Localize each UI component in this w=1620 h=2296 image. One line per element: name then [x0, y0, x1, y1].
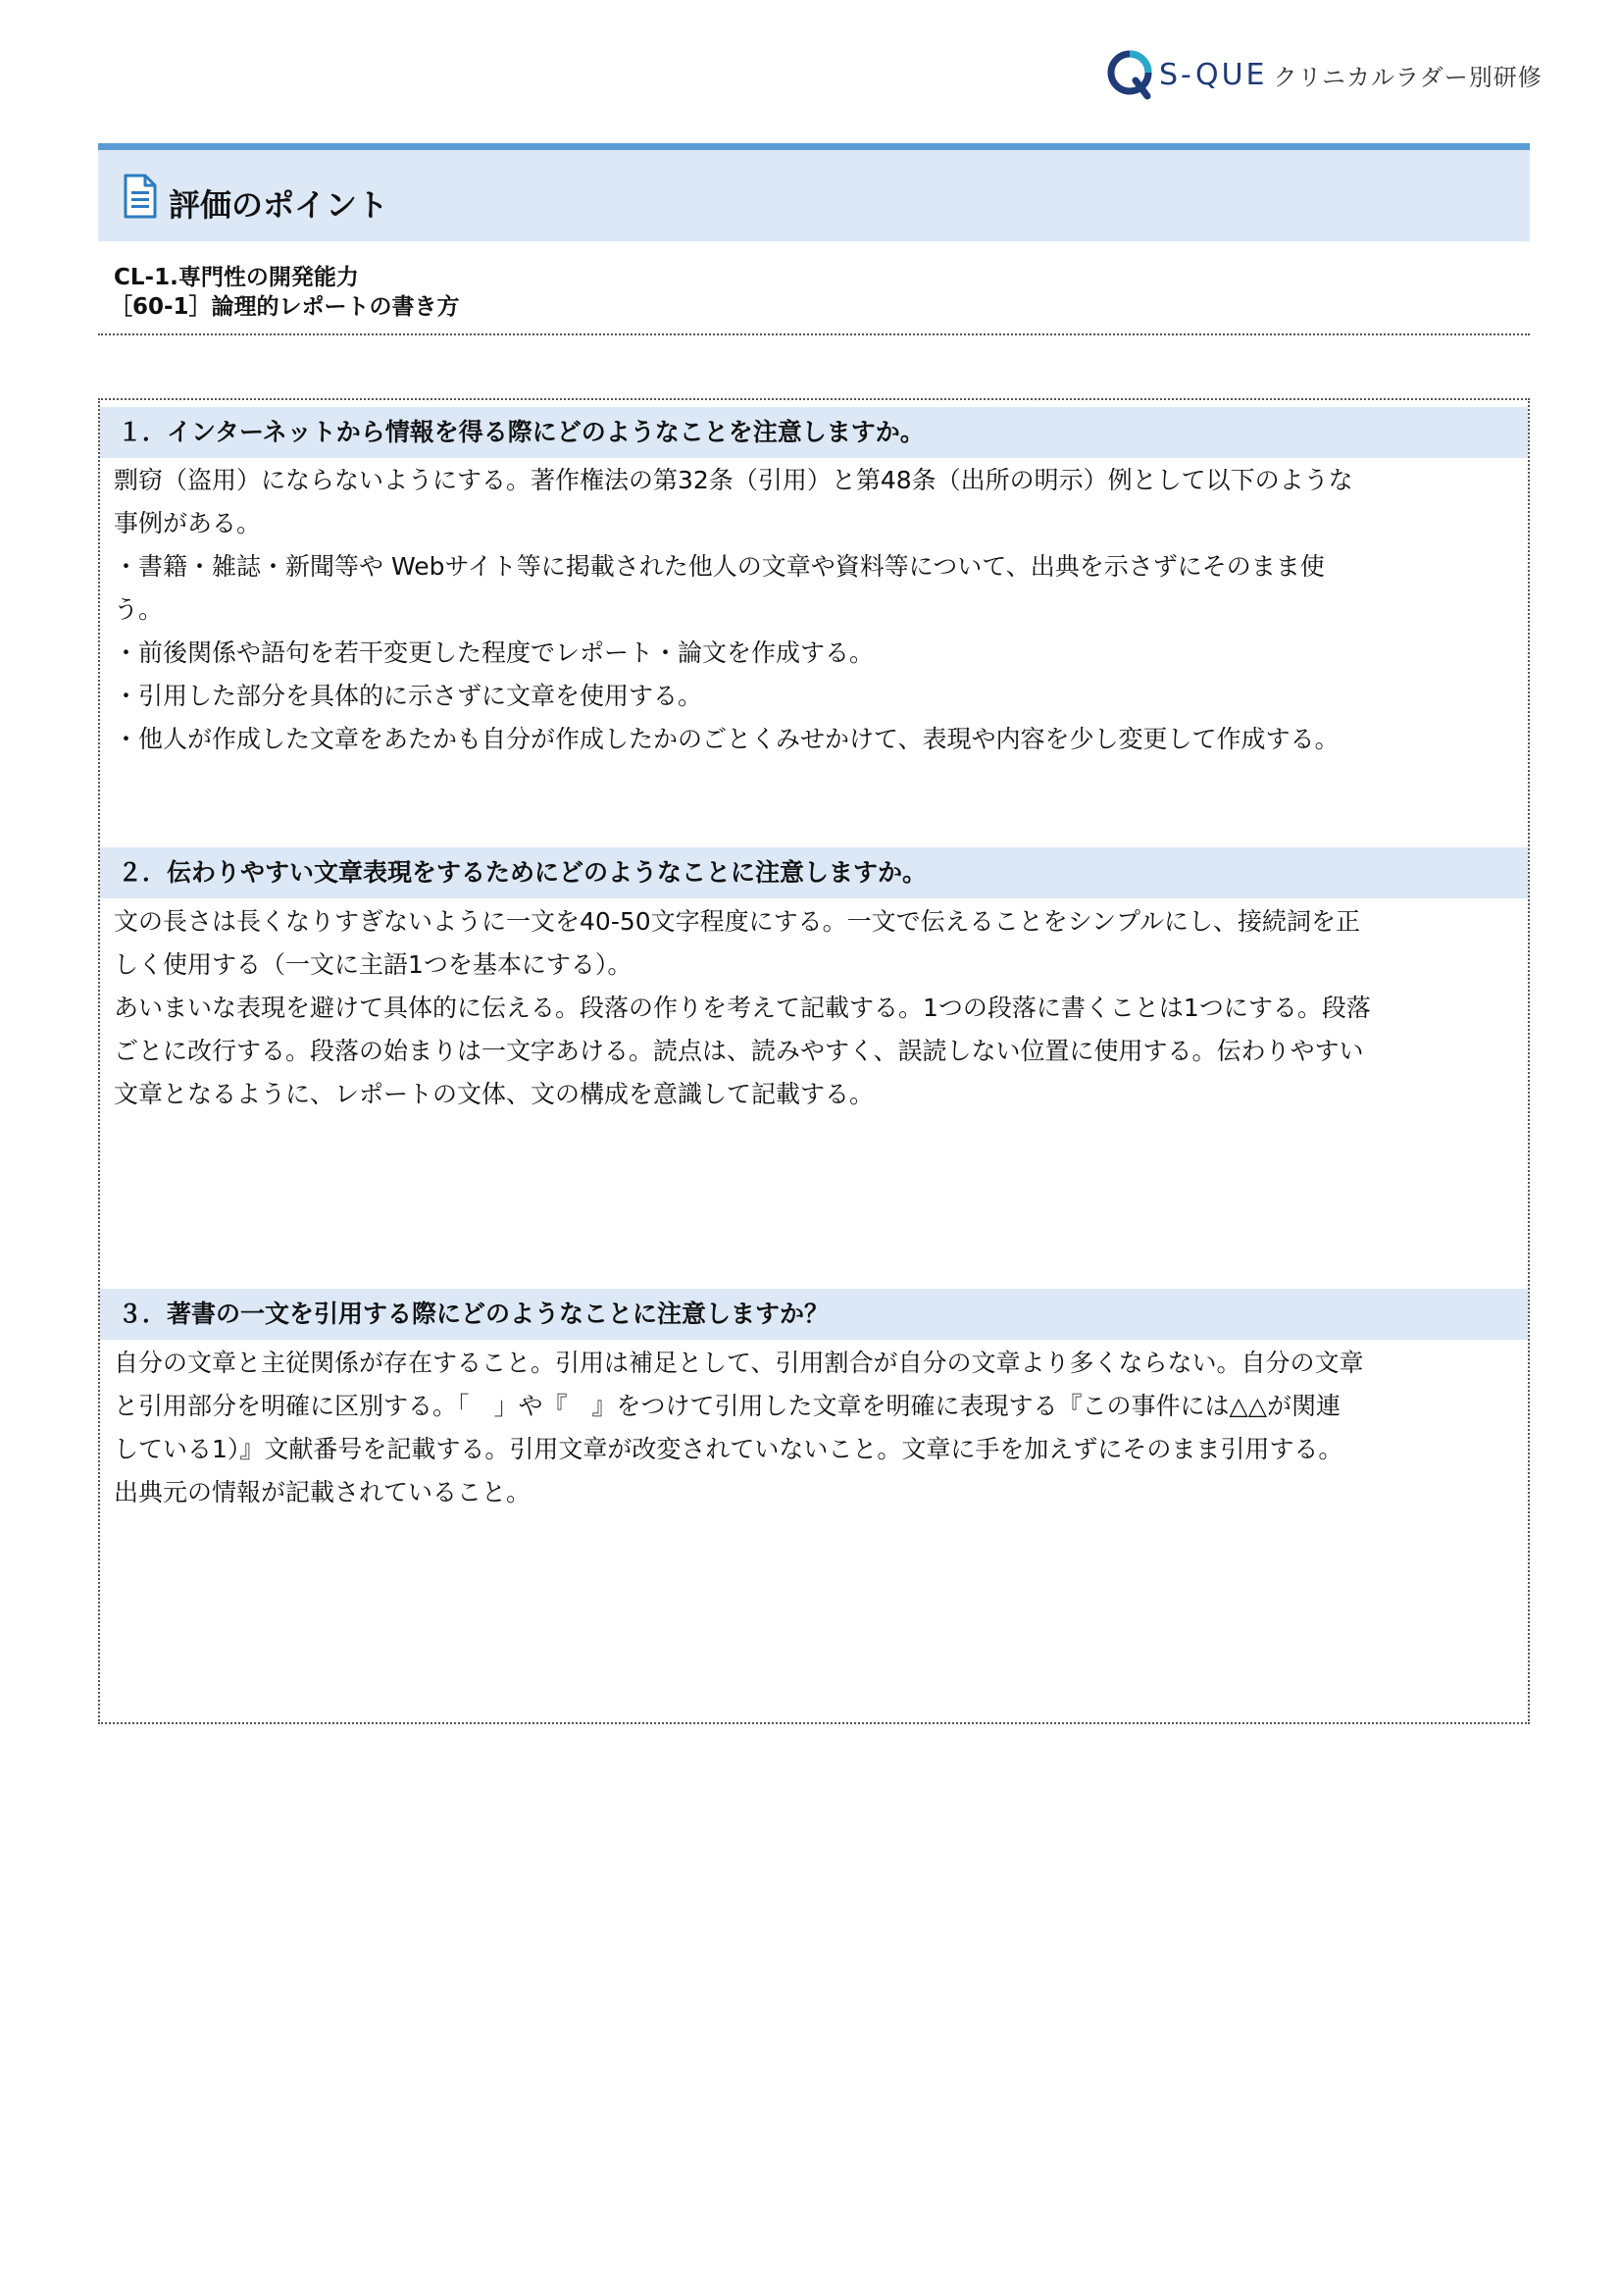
answer-line: ・書籍・雑誌・新聞等や Webサイト等に掲載された他人の文章や資料等について、出典を示さずにそのまま使: [114, 552, 1325, 581]
answer-line: 剽窃（盗用）にならないようにする。著作権法の第32条（引用）と第48条（出所の明示）例として以下のような: [114, 466, 1353, 494]
question-2-title: ２．伝わりやすい文章表現をするためにどのようなことに注意しますか。: [100, 847, 1528, 898]
question-1-answer: [114, 459, 1516, 761]
question-3-title: ３．著書の一文を引用する際にどのようなことに注意しますか？: [100, 1289, 1528, 1340]
question-2-answer: [114, 900, 1516, 1116]
lesson-heading: ［60-1］論理的レポートの書き方: [110, 294, 460, 320]
answer-line: している1）』文献番号を記載する。引用文章が改変されていないこと。文章に手を加えずにそのまま引用する。: [114, 1435, 1343, 1463]
answer-line: ・前後関係や語句を若干変更した程度でレポート・論文を作成する。: [114, 638, 875, 667]
answer-line: ・他人が作成した文章をあたかも自分が作成したかのごとくみせかけて、表現や内容を少し変更して作成する。: [114, 725, 1340, 753]
logo-brand-text: S-QUE: [1159, 57, 1268, 92]
question-3-answer: [114, 1342, 1516, 1514]
answer-line: ・引用した部分を具体的に示さずに文章を使用する。: [114, 682, 703, 710]
section-title-bar: [98, 143, 1530, 241]
answer-line: ごとに改行する。段落の始まりは一文字あける。読点は、読みやすく、誤読しない位置に使用する。伝わりやすい: [114, 1037, 1364, 1065]
answer-line: しく使用する（一文に主語1つを基本にする）。: [114, 950, 633, 979]
question-1-title: １．インターネットから情報を得る際にどのようなことを注意しますか。: [100, 407, 1528, 458]
answer-line: と引用部分を明確に区別する。「 」や『 』をつけて引用した文章を明確に表現する『この事件には△△が関連: [114, 1392, 1341, 1420]
answer-line: 文の長さは長くなりすぎないように一文を40-50文字程度にする。一文で伝えることをシンプルにし、接続詞を正: [114, 907, 1361, 936]
dotted-divider: [98, 333, 1530, 335]
answer-line: あいまいな表現を避けて具体的に伝える。段落の作りを考えて記載する。1つの段落に書くことは1つにする。段落: [114, 994, 1371, 1022]
company-logo: [1106, 45, 1543, 104]
answer-line: 文章となるように、レポートの文体、文の構成を意識して記載する。: [114, 1080, 875, 1108]
questions-box: [98, 398, 1530, 1724]
course-heading: CL-1.専門性の開発能力: [114, 265, 359, 290]
document-icon: [124, 174, 157, 219]
page-title: 評価のポイント: [169, 185, 389, 224]
answer-line: う。: [114, 595, 164, 624]
logo-subtitle: クリニカルラダー別研修: [1273, 63, 1543, 91]
answer-line: 自分の文章と主従関係が存在すること。引用は補足として、引用割合が自分の文章より多くならない。自分の文章: [114, 1349, 1364, 1377]
answer-line: 事例がある。: [114, 509, 262, 537]
logo-mark-icon: [1106, 47, 1153, 102]
answer-line: 出典元の情報が記載されていること。: [114, 1478, 532, 1506]
